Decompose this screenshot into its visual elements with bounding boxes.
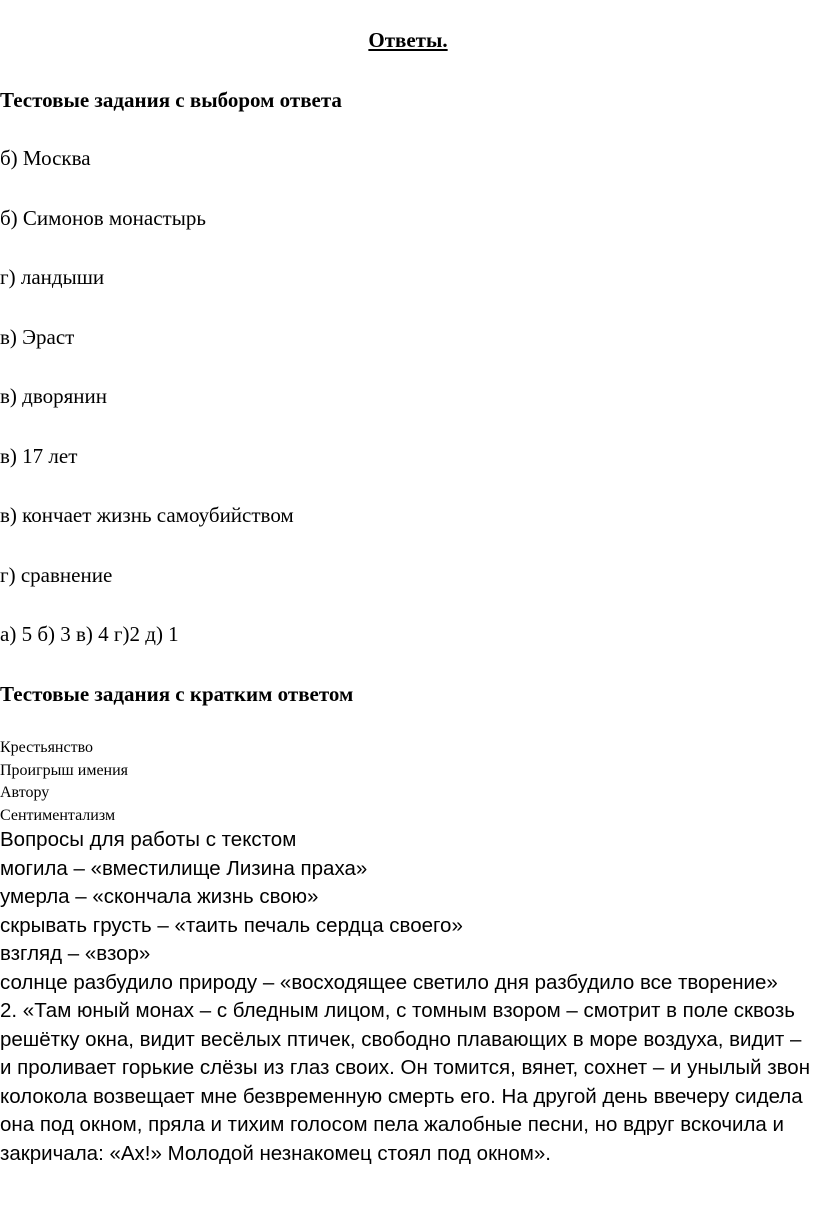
answer-item: в) кончает жизнь самоубийством bbox=[0, 503, 294, 527]
answer-item: б) Москва bbox=[0, 146, 91, 170]
answer-item: в) дворянин bbox=[0, 384, 107, 408]
answer-item: в) Эраст bbox=[0, 324, 75, 349]
section-heading-short-answer: Тестовые задания с кратким ответом bbox=[0, 682, 354, 706]
short-answer-item: Проигрыш имения bbox=[0, 761, 129, 779]
quote-paragraph: 2. «Там юный монах – с бледным лицом, с томным взором – смотрит в поле сквозь решётку окна, видит весёлых птичек, свободно плавающих в море воздуха, видит – и проливает горькие слёзы из глаз своих. Он томится, вянет, сохнет – и унылый звон колокола возвещает мне безвременную смерть его. На другой день ввечеру сидела она под окном, пряла и тихим голосом пела жалобные песни, но вдруг вскочила и закричала: «Ах!» Молодой незнакомец стоял под окном». bbox=[0, 999, 811, 1165]
pair-item: взгляд – «взор» bbox=[0, 942, 151, 965]
answer-item: г) ландыши bbox=[0, 265, 105, 289]
pair-item: скрывать грусть – «таить печаль сердца своего» bbox=[0, 913, 463, 937]
short-answers bbox=[0, 737, 128, 827]
pair-item: умерла – «скончала жизнь свою» bbox=[0, 885, 319, 908]
section-heading-multiple-choice: Тестовые задания с выбором ответа bbox=[0, 88, 342, 112]
multiple-choice-answers bbox=[0, 144, 294, 680]
short-answer-item: Сентиментализм bbox=[0, 806, 116, 824]
short-answer-item: Крестьянство bbox=[0, 739, 94, 756]
section-heading-text-work: Вопросы для работы с текстом bbox=[0, 828, 297, 851]
page-title: Ответы. bbox=[368, 28, 448, 52]
answer-item: а) 5 б) 3 в) 4 г)2 д) 1 bbox=[0, 622, 179, 646]
pair-item: солнце разбудило природу – «восходящее светило дня разбудило все творение» bbox=[0, 970, 778, 994]
pair-item: могила – «вместилище Лизина праха» bbox=[0, 856, 368, 880]
short-answer-item: Автору bbox=[0, 784, 50, 801]
text-work-section bbox=[0, 826, 812, 1168]
answer-item: г) сравнение bbox=[0, 562, 113, 587]
answer-item: б) Симонов монастырь bbox=[0, 205, 206, 230]
answer-item: в) 17 лет bbox=[0, 443, 78, 468]
